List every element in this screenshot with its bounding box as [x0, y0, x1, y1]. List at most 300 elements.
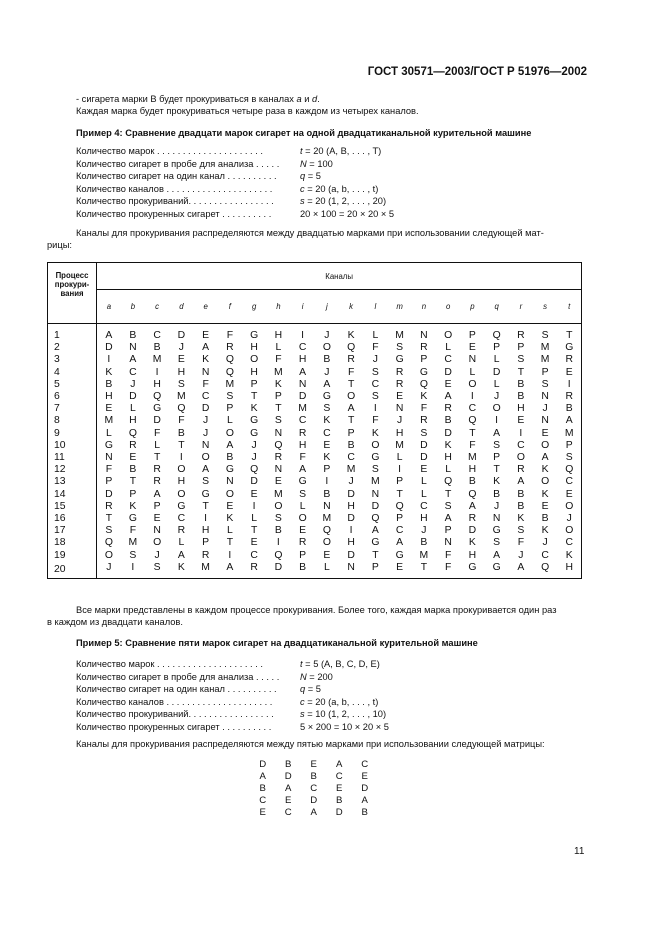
matrix-cell: H	[517, 403, 525, 415]
matrix-cell: G	[250, 427, 259, 439]
process-number: 5	[48, 379, 97, 391]
matrix-row	[48, 550, 582, 562]
mini-matrix-cell: C	[310, 783, 318, 794]
matrix-cell: Q	[104, 537, 113, 549]
matrix-cell: E	[153, 513, 161, 525]
matrix-row	[48, 525, 582, 537]
matrix-cell: C	[565, 537, 573, 549]
matrix-cell: O	[250, 354, 259, 366]
matrix-cell: B	[493, 488, 501, 500]
mini-matrix-cell: A	[310, 807, 317, 818]
note-line-2: в каждом из двадцати каналов.	[47, 617, 183, 627]
matrix-row	[48, 428, 582, 440]
process-number: 7	[48, 403, 97, 415]
matrix-cell: A	[396, 537, 404, 549]
matrix-cell: Q	[153, 391, 162, 403]
matrix-cell: S	[517, 525, 525, 537]
matrix-cell: S	[541, 378, 549, 390]
matrix-body	[48, 324, 582, 579]
matrix-cell: T	[153, 452, 161, 464]
document-header: ГОСТ 30571—2003/ГОСТ Р 51976—2002	[367, 66, 587, 78]
matrix-cell: L	[445, 464, 452, 476]
param-value	[300, 183, 378, 196]
matrix-cell: J	[154, 549, 160, 561]
matrix-cell: G	[565, 342, 574, 354]
matrix-cell: N	[420, 330, 428, 341]
matrix-cell: O	[177, 488, 186, 500]
mini-matrix-cell: E	[310, 759, 317, 770]
matrix-cell: H	[347, 500, 355, 512]
process-number: 11	[48, 452, 97, 464]
matrix-cell: R	[565, 391, 573, 403]
matrix-row	[48, 489, 582, 501]
matrix-cell: M	[395, 330, 404, 341]
process-number: 3	[48, 354, 97, 366]
matrix-cell: K	[202, 354, 210, 366]
matrix-cell: B	[517, 391, 525, 403]
mini-matrix-cell: B	[361, 807, 368, 818]
matrix-cell: H	[468, 464, 477, 476]
param-label: Количество каналов . . . . . . . . . . . . . . . . . . . . .	[76, 696, 273, 707]
matrix-cell: F	[444, 549, 452, 561]
matrix-cell: N	[468, 354, 477, 366]
matrix-cell: L	[420, 488, 427, 500]
matrix-cell: E	[129, 452, 137, 464]
matrix-cell: L	[493, 354, 500, 366]
matrix-cell: P	[468, 330, 476, 341]
matrix-cell: R	[298, 427, 307, 439]
process-number: 17	[48, 525, 97, 537]
matrix-cell: N	[274, 427, 283, 439]
param-label: Количество марок . . . . . . . . . . . . . . . . . . . . .	[76, 146, 263, 156]
matrix-cell: J	[372, 354, 378, 366]
matrix-cell: H	[298, 439, 307, 451]
matrix-cell: I	[519, 427, 523, 439]
matrix-cell: H	[444, 452, 452, 464]
matrix-cell: K	[250, 403, 258, 415]
matrix-cell: O	[322, 342, 331, 354]
matrix-cell: B	[323, 488, 331, 500]
matrix-row	[48, 440, 582, 452]
matrix-cell: I	[567, 378, 571, 390]
matrix-cell: N	[298, 378, 307, 390]
matrix-cell: J	[494, 391, 500, 403]
matrix-cell: Q	[177, 403, 186, 415]
matrix-cell: H	[201, 525, 210, 537]
param-symbol: t	[300, 146, 303, 156]
matrix-cell: I	[204, 513, 208, 525]
matrix-cell: I	[349, 525, 353, 537]
channel-header-e: e	[203, 302, 208, 311]
matrix-cell: A	[323, 378, 331, 390]
matrix-cell: C	[541, 549, 549, 561]
matrix-cell: F	[129, 525, 137, 537]
matrix-row	[48, 501, 582, 513]
matrix-cell: R	[565, 354, 573, 366]
param-label: Количество прокуриваний. . . . . . . . . . . . . . . . .	[76, 709, 274, 719]
matrix-cell: G	[104, 439, 113, 451]
matrix-cell: E	[202, 330, 210, 341]
matrix-cell: N	[323, 500, 331, 512]
matrix-cell: P	[517, 342, 525, 354]
matrix-cell: B	[347, 439, 355, 451]
param-value	[300, 145, 381, 158]
matrix-cell: R	[468, 513, 477, 525]
matrix-cell: B	[299, 561, 307, 573]
matrix-cell: K	[226, 513, 234, 525]
matrix-row	[48, 324, 582, 343]
matrix-cell: D	[420, 439, 428, 451]
matrix-cell: C	[153, 330, 161, 341]
param-label: Количество сигарет на один канал . . . . . . . . . .	[76, 171, 277, 181]
mini-matrix-cell: D	[259, 759, 267, 770]
param-value-text: = 20 (a, b, . . . , t)	[304, 696, 379, 707]
matrix-cell: F	[153, 427, 161, 439]
matrix-cell: C	[129, 366, 137, 378]
matrix-cell: B	[541, 513, 549, 525]
matrix-cell: T	[420, 561, 428, 573]
matrix-cell: K	[371, 427, 379, 439]
param-row	[76, 158, 476, 171]
matrix-intro-line-1: Каналы для прокуривания распределяются между двадцатью марками при использовании следующей мат-	[76, 228, 544, 238]
matrix-cell: G	[250, 415, 259, 427]
intro-text: - сигарета марки В будет прокуриваться в каналах	[76, 94, 297, 104]
matrix-cell: M	[564, 427, 574, 439]
channel-header-g: g	[251, 302, 257, 311]
matrix-cell: Q	[225, 366, 234, 378]
matrix-cell: M	[322, 513, 332, 525]
param-row	[76, 145, 476, 158]
matrix-cell: J	[106, 561, 112, 573]
matrix-cell: S	[371, 391, 379, 403]
matrix-cell: Q	[274, 439, 283, 451]
matrix-cell: J	[542, 403, 548, 415]
matrix-cell: H	[129, 415, 137, 427]
process-number: 18	[48, 537, 97, 549]
mini-matrix-cell: D	[310, 795, 318, 806]
matrix-cell: P	[371, 561, 379, 573]
matrix-cell: S	[105, 525, 113, 537]
matrix-cell: K	[541, 464, 549, 476]
matrix-cell: I	[373, 403, 377, 415]
matrix-cell: C	[323, 427, 331, 439]
matrix-cell: D	[250, 476, 258, 488]
matrix-row	[48, 403, 582, 415]
param-value-text: = 5	[305, 684, 321, 694]
matrix-cell: D	[153, 415, 161, 427]
mini-matrix-cell: C	[361, 759, 369, 770]
five-brand-matrix	[250, 759, 378, 819]
matrix-cell: B	[323, 354, 331, 366]
matrix-cell: P	[396, 513, 404, 525]
channel-header-m: m	[396, 302, 403, 311]
matrix-cell: R	[347, 354, 355, 366]
matrix-cell: G	[177, 500, 186, 512]
channel-header-h: h	[276, 302, 281, 311]
intro-channel-a: a	[296, 94, 302, 104]
mini-matrix-cell: A	[361, 795, 368, 806]
matrix-cell: I	[325, 476, 329, 488]
param-symbol: q	[300, 684, 306, 694]
matrix-cell: H	[177, 366, 186, 378]
mini-matrix-cell: D	[361, 783, 369, 794]
matrix-cell: S	[202, 476, 210, 488]
matrix-cell: A	[299, 464, 307, 476]
matrix-cell: Q	[274, 549, 283, 561]
matrix-cell: Q	[468, 415, 477, 427]
matrix-cell: T	[347, 415, 355, 427]
matrix-cell: D	[347, 549, 355, 561]
matrix-cell: B	[226, 452, 234, 464]
matrix-cell: O	[516, 452, 525, 464]
matrix-cell: A	[177, 549, 185, 561]
matrix-cell: O	[225, 488, 234, 500]
matrix-row	[48, 354, 582, 366]
matrix-cell: R	[420, 415, 428, 427]
intro-text: и	[301, 94, 313, 104]
matrix-cell: R	[420, 342, 428, 354]
param-value	[300, 696, 378, 709]
matrix-cell: T	[493, 464, 500, 476]
matrix-cell: F	[469, 439, 476, 451]
matrix-cell: P	[323, 464, 331, 476]
process-number: 9	[48, 428, 97, 440]
matrix-cell: G	[201, 488, 210, 500]
intro-text: .	[317, 94, 320, 104]
mini-matrix-cell: E	[285, 795, 292, 806]
matrix-cell: L	[226, 415, 233, 427]
matrix-cell: T	[129, 476, 137, 488]
matrix-cell: N	[105, 452, 113, 464]
param-symbol: c	[300, 183, 305, 194]
matrix-cell: A	[129, 354, 137, 366]
matrix-cell: L	[154, 439, 161, 451]
matrix-cell: M	[346, 464, 356, 476]
matrix-cell: M	[540, 354, 550, 366]
matrix-cell: P	[396, 476, 404, 488]
matrix-cell: O	[565, 525, 574, 537]
matrix-cell: K	[177, 561, 185, 573]
matrix-cell: J	[203, 427, 209, 439]
matrix-cell: M	[177, 391, 186, 403]
mini-matrix-cell: B	[285, 759, 292, 770]
matrix-cell: D	[201, 403, 210, 415]
matrix-cell: R	[129, 439, 137, 451]
matrix-cell: F	[275, 354, 282, 366]
param-value-text: = 20 (A, B, . . . , T)	[302, 146, 382, 156]
matrix-cell: I	[301, 330, 305, 341]
matrix-cell: B	[177, 427, 185, 439]
matrix-cell: N	[226, 476, 234, 488]
matrix-cell: L	[299, 500, 306, 512]
channels-header: Каналы	[97, 263, 582, 290]
matrix-cell: K	[420, 391, 428, 403]
param-symbol: q	[300, 171, 306, 181]
matrix-cell: C	[468, 403, 477, 415]
mini-matrix-cell: A	[285, 783, 292, 794]
mini-matrix-row	[250, 807, 378, 819]
matrix-cell: K	[541, 488, 549, 500]
matrix-cell: H	[250, 366, 258, 378]
matrix-cell: O	[468, 378, 477, 390]
param-row	[76, 658, 476, 671]
matrix-cell: N	[371, 488, 380, 500]
matrix-cell: S	[129, 549, 137, 561]
param-label: Количество сигарет на один канал . . . . . . . . . .	[76, 684, 277, 694]
param-symbol: t	[300, 659, 303, 669]
matrix-cell: G	[371, 537, 380, 549]
matrix-cell: B	[468, 476, 476, 488]
matrix-cell: P	[226, 403, 234, 415]
channel-letters-row	[48, 290, 582, 324]
matrix-cell: S	[420, 427, 428, 439]
example-5-params	[76, 658, 476, 733]
matrix-cell: L	[445, 342, 452, 354]
matrix-cell: D	[274, 561, 283, 573]
matrix-cell: G	[395, 354, 404, 366]
matrix-cell: N	[395, 403, 404, 415]
matrix-cell: M	[419, 549, 429, 561]
matrix-cell: T	[250, 525, 258, 537]
matrix-cell: L	[178, 537, 185, 549]
matrix-cell: J	[324, 366, 330, 378]
param-value	[300, 671, 333, 684]
matrix-cell: O	[565, 500, 574, 512]
process-number: 16	[48, 513, 97, 525]
matrix-cell: C	[395, 525, 404, 537]
matrix-cell: O	[298, 513, 307, 525]
matrix-cell: S	[153, 561, 161, 573]
matrix-cell: P	[129, 488, 137, 500]
matrix-cell: F	[347, 366, 355, 378]
matrix-cell: J	[348, 476, 354, 488]
matrix-cell: B	[444, 415, 452, 427]
matrix-cell: I	[276, 537, 280, 549]
matrix-cell: O	[444, 330, 453, 341]
matrix-cell: M	[371, 476, 380, 488]
process-number: 15	[48, 501, 97, 513]
channel-header-k: k	[349, 302, 354, 311]
matrix-cell: F	[178, 415, 185, 427]
matrix-cell: O	[322, 537, 331, 549]
param-value-text: 5 × 200 = 10 × 20 × 5	[300, 721, 389, 732]
param-label: Количество сигарет в пробе для анализа . . . . .	[76, 671, 280, 682]
matrix-cell: K	[565, 549, 573, 561]
matrix-cell: E	[396, 561, 404, 573]
matrix-cell: S	[493, 439, 501, 451]
process-number: 4	[48, 367, 97, 379]
matrix-cell: I	[252, 500, 256, 512]
channel-header-c: c	[155, 302, 160, 311]
matrix-cell: Q	[128, 427, 137, 439]
matrix-cell: K	[468, 537, 476, 549]
matrix-cell: M	[274, 488, 283, 500]
matrix-cell: S	[493, 537, 501, 549]
process-number: 13	[48, 476, 97, 488]
matrix-cell: S	[274, 415, 282, 427]
matrix-cell: G	[322, 391, 331, 403]
matrix-cell: O	[371, 439, 380, 451]
mini-matrix-cell: E	[336, 783, 343, 794]
matrix-cell: K	[274, 378, 282, 390]
matrix-cell: P	[299, 549, 307, 561]
matrix-cell: A	[468, 500, 476, 512]
matrix-cell: P	[202, 537, 210, 549]
mini-matrix-row	[250, 771, 378, 783]
matrix-cell: Q	[395, 500, 404, 512]
matrix-row	[48, 367, 582, 379]
param-value-text: = 5	[305, 171, 321, 181]
matrix-cell: E	[274, 476, 282, 488]
matrix-row	[48, 415, 582, 427]
matrix-cell: J	[251, 439, 257, 451]
matrix-cell: R	[517, 464, 525, 476]
matrix-cell: J	[324, 330, 330, 341]
param-label: Количество сигарет в пробе для анализа . . . . .	[76, 158, 280, 169]
matrix-cell: S	[371, 366, 379, 378]
matrix-cell: K	[105, 366, 113, 378]
matrix-cell: E	[517, 415, 525, 427]
matrix-cell: T	[517, 366, 525, 378]
matrix-cell: P	[493, 342, 501, 354]
matrix-cell: I	[155, 366, 159, 378]
matrix-cell: E	[396, 391, 404, 403]
matrix-cell: M	[274, 366, 283, 378]
channel-header-q: q	[494, 302, 499, 311]
matrix-cell: J	[494, 500, 500, 512]
matrix-cell: T	[202, 500, 209, 512]
matrix-row	[48, 537, 582, 549]
matrix-cell: M	[152, 354, 162, 366]
matrix-cell: A	[299, 366, 307, 378]
matrix-cell: N	[541, 415, 549, 427]
matrix-cell: E	[105, 403, 113, 415]
param-label: Количество прокуренных сигарет . . . . . . . . . .	[76, 208, 272, 219]
matrix-cell: B	[129, 464, 137, 476]
channel-header-j: j	[326, 302, 328, 311]
matrix-cell: Q	[225, 354, 234, 366]
matrix-cell: C	[250, 549, 258, 561]
param-symbol: N	[300, 671, 307, 682]
matrix-cell: F	[372, 342, 379, 354]
mini-matrix-cell: C	[335, 771, 343, 782]
matrix-row	[48, 342, 582, 354]
matrix-cell: J	[566, 513, 572, 525]
matrix-cell: I	[131, 561, 135, 573]
matrix-cell: S	[541, 330, 549, 341]
matrix-cell: R	[444, 403, 452, 415]
matrix-cell: I	[398, 464, 402, 476]
mini-matrix-cell: B	[336, 795, 343, 806]
param-label: Количество марок . . . . . . . . . . . . . . . . . . . . .	[76, 659, 263, 669]
matrix-cell: F	[202, 378, 209, 390]
matrix-cell: A	[517, 476, 525, 488]
matrix-cell: I	[495, 415, 499, 427]
matrix-cell: R	[177, 525, 186, 537]
matrix-cell: K	[517, 513, 525, 525]
matrix-cell: A	[226, 561, 234, 573]
matrix-cell: F	[299, 452, 306, 464]
param-value-text: = 10 (1, 2, . . . , 10)	[304, 709, 387, 719]
matrix-cell: P	[541, 366, 549, 378]
example-5-title: Пример 5: Сравнение пяти марок сигарет на двадцатиканальной курительной машине	[76, 638, 478, 648]
matrix-cell: A	[565, 415, 573, 427]
matrix-cell: Q	[250, 464, 259, 476]
matrix-cell: R	[298, 537, 307, 549]
matrix-cell: A	[444, 391, 452, 403]
matrix-cell: E	[541, 427, 549, 439]
channel-header-r: r	[519, 302, 523, 311]
